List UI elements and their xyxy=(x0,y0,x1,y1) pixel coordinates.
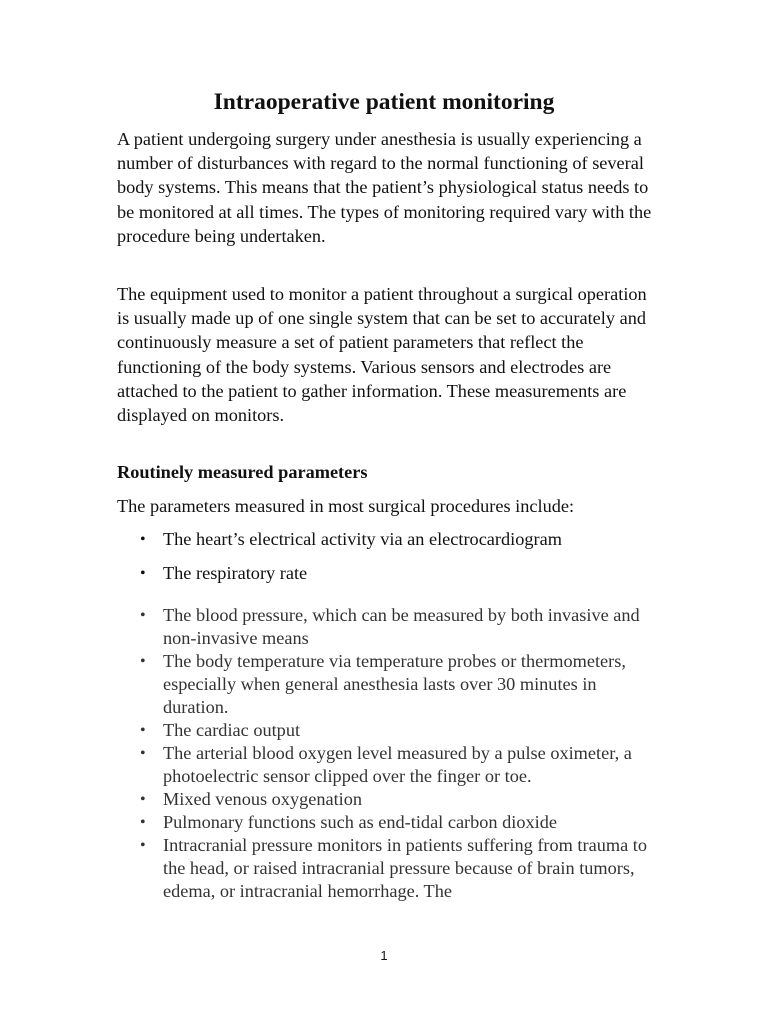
parameter-list-secondary xyxy=(0,604,768,903)
bullet-icon: • xyxy=(140,837,146,854)
page-title: Intraoperative patient monitoring xyxy=(213,89,555,115)
list-item xyxy=(0,811,653,834)
list-item-text: The arterial blood oxygen level measured by a pulse oximeter, a photoelectric sensor clipped over the finger or toe. xyxy=(163,743,632,786)
list-item xyxy=(0,788,653,811)
bullet-icon: • xyxy=(140,722,146,739)
list-item-text: Intracranial pressure monitors in patients suffering from trauma to the head, or raised intracranial pressure because of brain tumors, edema, or intracranial hemorrhage. The xyxy=(163,835,647,901)
section-heading: Routinely measured parameters xyxy=(117,462,368,482)
bullet-icon: • xyxy=(140,814,146,831)
bullet-icon: • xyxy=(140,791,146,808)
page-number: 1 xyxy=(380,948,388,963)
bullet-icon: • xyxy=(140,745,146,762)
list-item xyxy=(0,719,653,742)
list-item xyxy=(0,650,653,719)
list-item xyxy=(0,562,653,585)
paragraph-intro: A patient undergoing surgery under anesthesia is usually experiencing a number of disturbances with regard to the normal functioning of several body systems. This means that the patient’s physiological status needs to be monitored at all times. The types of monitoring required vary with the procedure being undertaken. xyxy=(117,129,652,246)
bullet-icon: • xyxy=(140,607,146,624)
bullet-icon: • xyxy=(140,653,146,670)
list-item xyxy=(0,528,653,551)
list-item-text: The respiratory rate xyxy=(163,563,308,583)
list-item-text: Mixed venous oxygenation xyxy=(163,789,363,809)
list-item xyxy=(0,834,653,903)
parameter-list-primary xyxy=(0,528,768,596)
list-item-text: Pulmonary functions such as end-tidal carbon dioxide xyxy=(163,812,557,832)
bullet-icon: • xyxy=(140,531,146,548)
list-item-text: The body temperature via temperature probes or thermometers, especially when general anesthesia lasts over 30 minutes in duration. xyxy=(163,651,626,717)
list-item-text: The cardiac output xyxy=(163,720,301,740)
list-item-text: The heart’s electrical activity via an electrocardiogram xyxy=(163,529,562,549)
section-intro: The parameters measured in most surgical procedures include: xyxy=(117,496,575,516)
list-item xyxy=(0,742,653,788)
bullet-icon: • xyxy=(140,565,146,582)
list-item xyxy=(0,604,653,650)
paragraph-equipment: The equipment used to monitor a patient throughout a surgical operation is usually made up of one single system that can be set to accurately and continuously measure a set of patient parameters that reflect the functioning of the body systems. Various sensors and electrodes are attached to the patient to gather information. These measurements are displayed on monitors. xyxy=(117,284,647,426)
list-item-text: The blood pressure, which can be measured by both invasive and non-invasive means xyxy=(163,605,640,648)
